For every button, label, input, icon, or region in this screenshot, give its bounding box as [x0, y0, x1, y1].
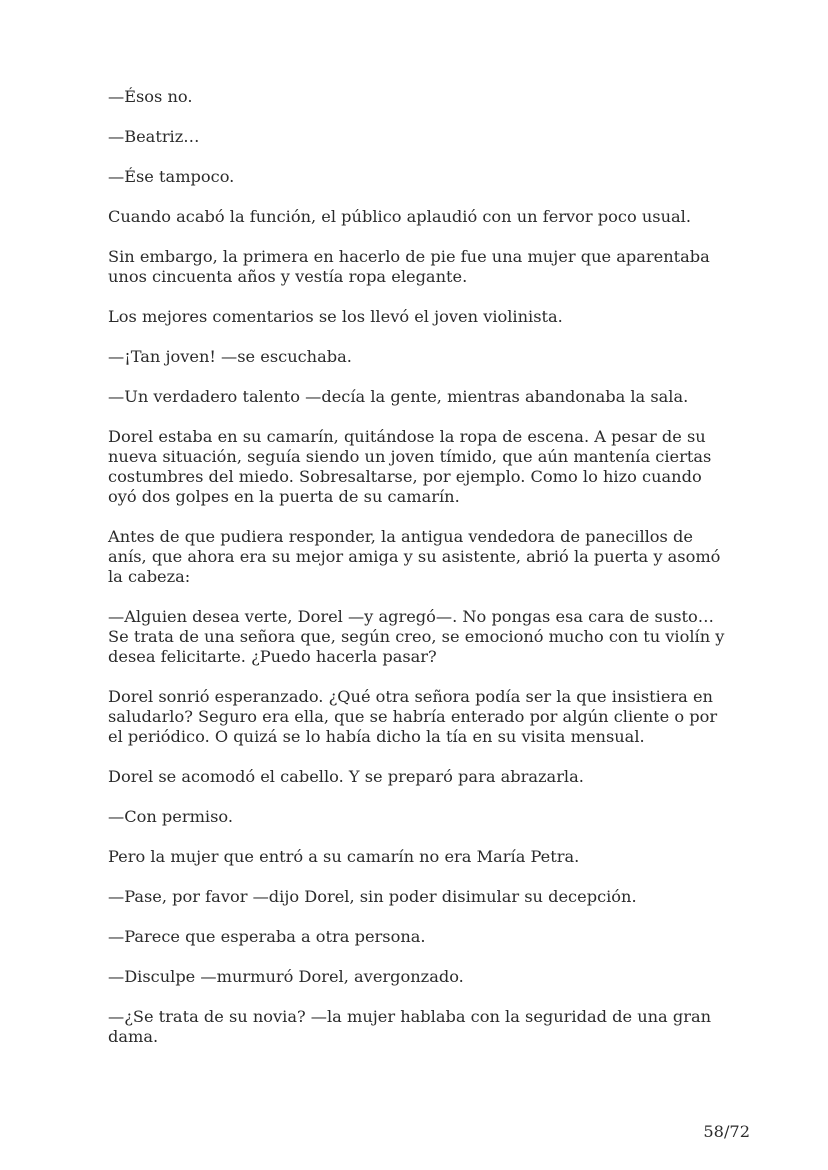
paragraph: —Ése tampoco.	[108, 167, 235, 186]
paragraph: Dorel se acomodó el cabello. Y se preparó para abrazarla.	[108, 767, 584, 786]
paragraph: —Pase, por favor —dijo Dorel, sin poder disimular su decepción.	[108, 887, 637, 906]
paragraph: Cuando acabó la función, el público aplaudió con un fervor poco usual.	[108, 207, 692, 226]
paragraph: —¿Se trata de su novia? —la mujer hablaba con la seguridad de una gran dama.	[108, 1007, 712, 1046]
paragraph: Antes de que pudiera responder, la antigua vendedora de panecillos de anís, que ahora era su mejor amiga y su asistente, abrió la puerta y asomó la cabeza:	[108, 527, 721, 586]
paragraph: —Con permiso.	[108, 807, 234, 826]
paragraph: —Disculpe —murmuró Dorel, avergonzado.	[108, 967, 464, 986]
paragraph: —¡Tan joven! —se escuchaba.	[108, 347, 352, 366]
paragraph: Dorel estaba en su camarín, quitándose la ropa de escena. A pesar de su nueva situación, seguía siendo un joven tímido, que aún mantenía ciertas costumbres del miedo. Sobresaltarse, por ejemplo. Como lo hizo cuando oyó dos golpes en la puerta de su camarín.	[108, 427, 712, 506]
paragraph: Pero la mujer que entró a su camarín no era María Petra.	[108, 847, 580, 866]
paragraph: Dorel sonrió esperanzado. ¿Qué otra señora podía ser la que insistiera en saludarlo? Seguro era ella, que se habría enterado por algún cliente o por el periódico. O quizá se lo había dicho la tía en su visita mensual.	[108, 687, 718, 746]
paragraph: —Ésos no.	[108, 87, 193, 106]
paragraph: —Alguien desea verte, Dorel —y agregó—. No pongas esa cara de susto… Se trata de una señora que, según creo, se emocionó mucho con tu violín y desea felicitarte. ¿Puedo hacerla pasar?	[108, 607, 725, 666]
paragraph: Los mejores comentarios se los llevó el joven violinista.	[108, 307, 563, 326]
page-number: 58/72	[703, 1122, 750, 1141]
page-body-text	[108, 87, 728, 1067]
paragraph: —Beatriz…	[108, 127, 200, 146]
paragraph: —Un verdadero talento —decía la gente, mientras abandonaba la sala.	[108, 387, 689, 406]
paragraph: Sin embargo, la primera en hacerlo de pie fue una mujer que aparentaba unos cincuenta años y vestía ropa elegante.	[108, 247, 710, 286]
paragraph: —Parece que esperaba a otra persona.	[108, 927, 426, 946]
